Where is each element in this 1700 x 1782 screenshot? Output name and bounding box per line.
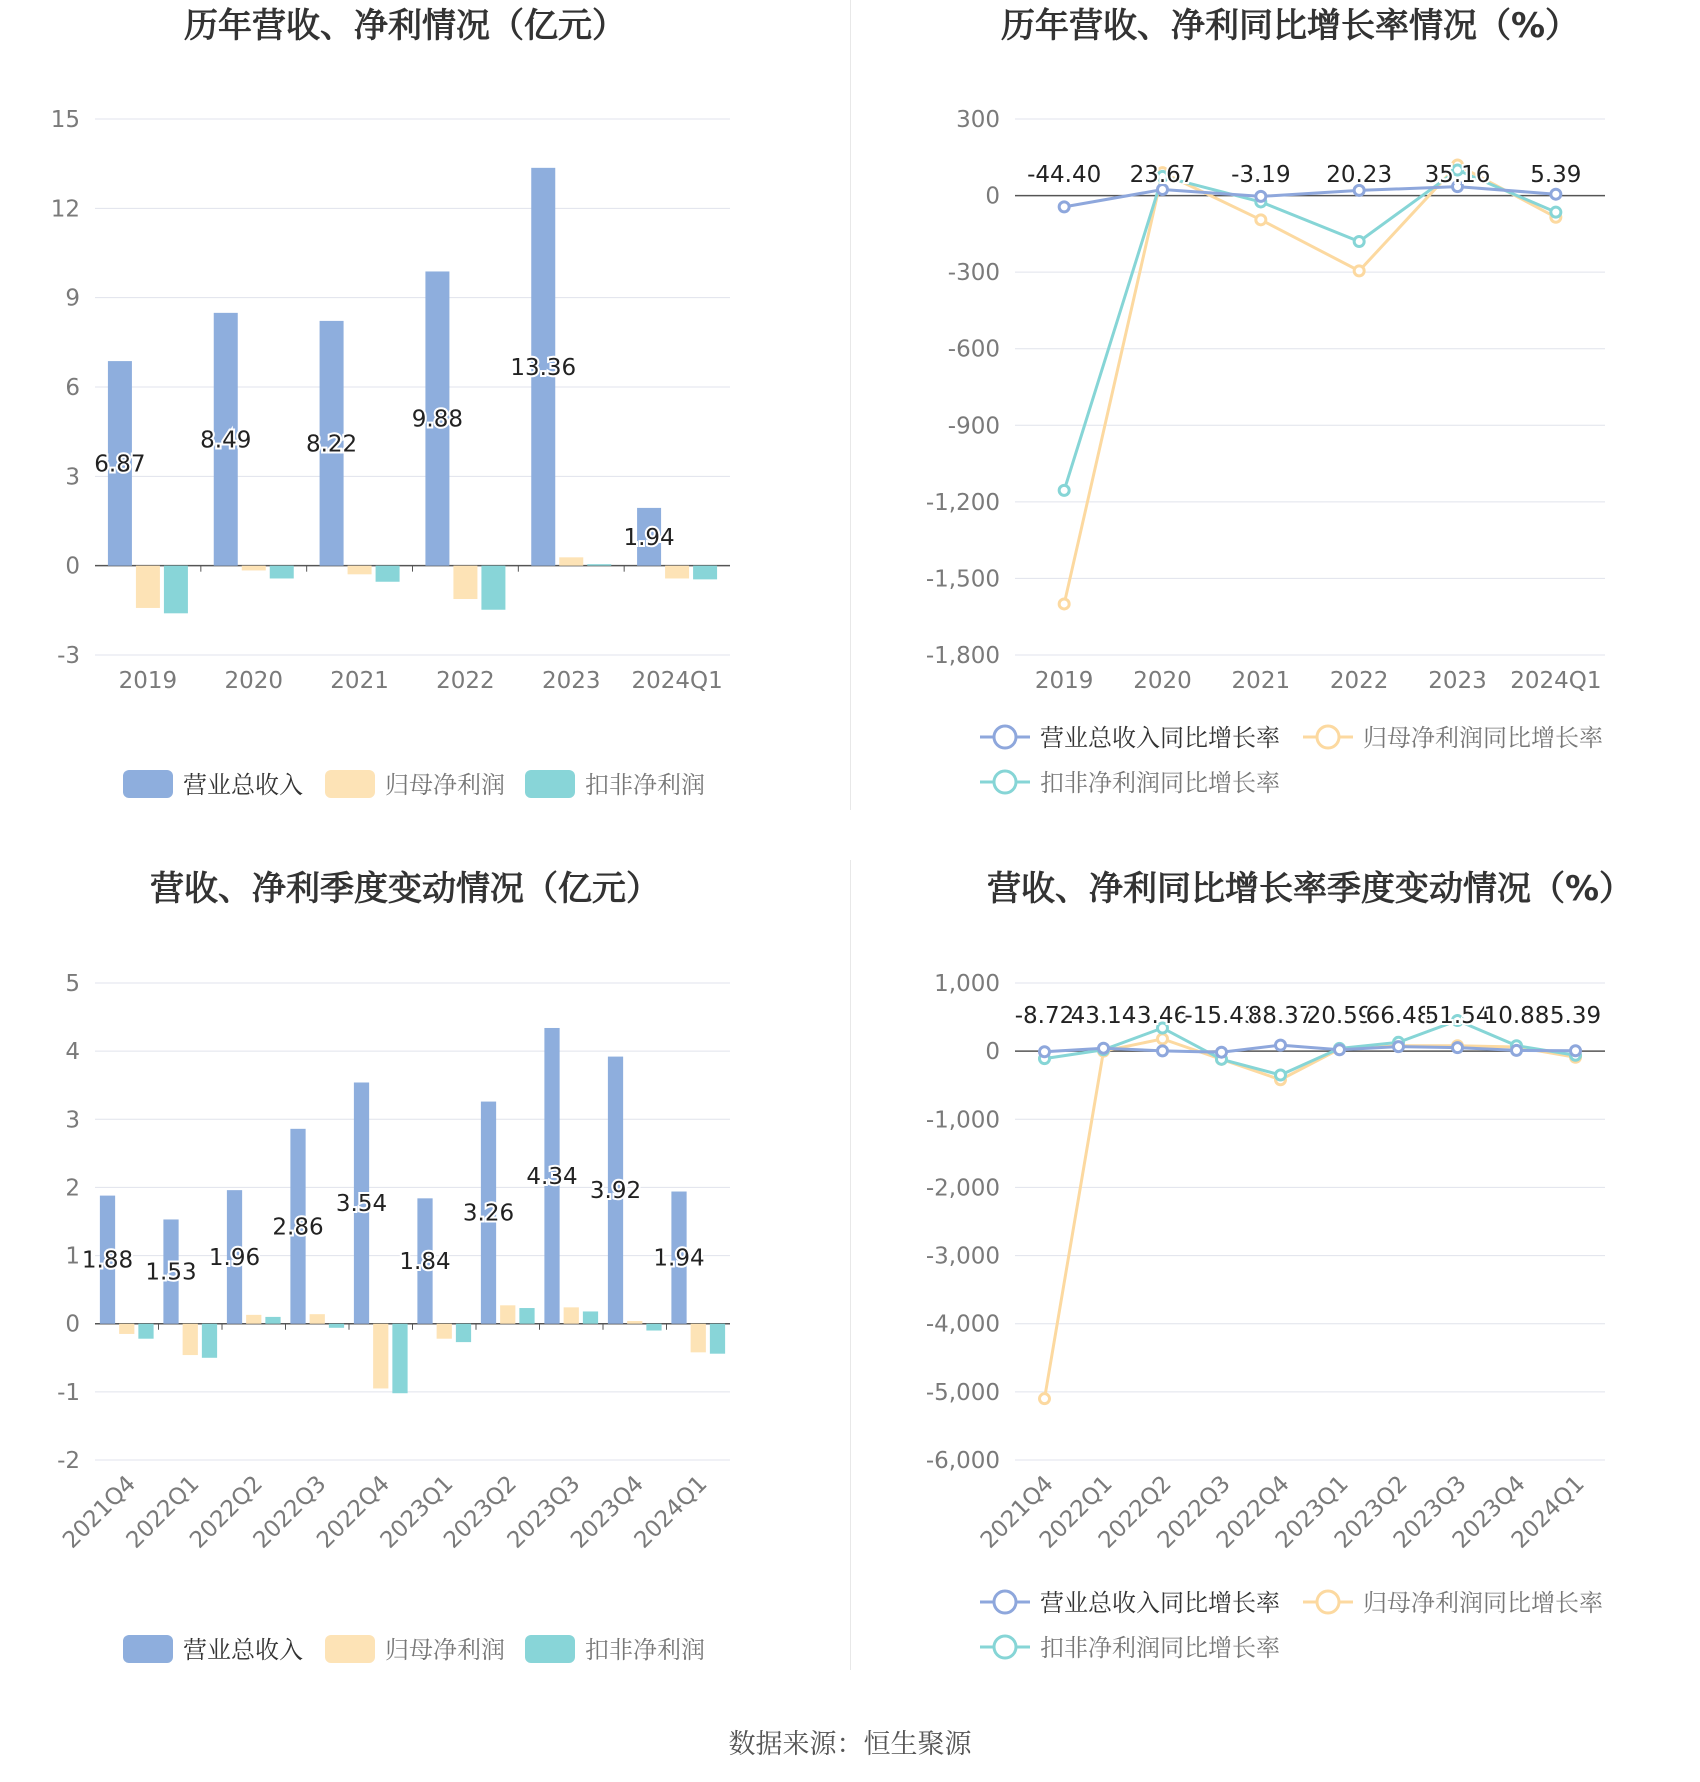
x-tick-label: 2022Q2 bbox=[1093, 1470, 1177, 1554]
x-tick-label: 2024Q1 bbox=[629, 1470, 713, 1554]
data-label: 5.39 bbox=[1530, 162, 1582, 188]
series-point-revenue bbox=[1551, 189, 1561, 199]
series-point-net-profit bbox=[1354, 266, 1364, 276]
legend-label: 营业总收入同比增长率 bbox=[1040, 724, 1280, 752]
legend-item bbox=[525, 770, 705, 799]
legend-item bbox=[123, 770, 303, 799]
chart-title: 历年营收、净利同比增长率情况（%） bbox=[1000, 6, 1580, 46]
legend-swatch bbox=[525, 770, 575, 798]
data-label: 1.96 bbox=[208, 1244, 261, 1271]
legend-swatch bbox=[123, 770, 173, 798]
y-tick-label: -1 bbox=[57, 1379, 80, 1406]
x-tick-label: 2022Q4 bbox=[312, 1470, 395, 1554]
data-label: 1.53 bbox=[145, 1259, 197, 1286]
data-source-footer: 数据来源：恒生聚源 bbox=[728, 1729, 972, 1760]
y-tick-label: -2 bbox=[57, 1448, 80, 1474]
series-point-revenue bbox=[1453, 1043, 1463, 1053]
x-tick-label: 2022 bbox=[1329, 668, 1389, 694]
bar-deducted-profit bbox=[376, 566, 400, 582]
series-line-revenue bbox=[1064, 187, 1556, 207]
series-point-revenue bbox=[1394, 1042, 1404, 1052]
bar-net-profit bbox=[437, 1324, 452, 1339]
series-point-deducted-profit bbox=[1276, 1070, 1286, 1080]
legend-swatch bbox=[123, 1635, 173, 1663]
x-tick-label: 2023Q4 bbox=[1447, 1470, 1531, 1554]
y-tick-label: 0 bbox=[65, 553, 80, 580]
y-tick-label: 4 bbox=[65, 1039, 80, 1066]
bar-deducted-profit bbox=[329, 1324, 344, 1328]
bar-net-profit bbox=[559, 557, 583, 565]
y-tick-label: 1,000 bbox=[934, 971, 1000, 997]
y-tick-label: -1,000 bbox=[925, 1107, 1000, 1134]
data-label: 3.46 bbox=[1136, 1003, 1189, 1029]
chart-title: 营收、净利同比增长率季度变动情况（%） bbox=[986, 869, 1634, 909]
y-tick-label: 3 bbox=[65, 1107, 80, 1134]
data-label: 20.59 bbox=[1306, 1003, 1373, 1029]
data-label: 1.94 bbox=[653, 1245, 705, 1272]
bar-net-profit bbox=[119, 1324, 134, 1334]
bar-net-profit bbox=[691, 1324, 706, 1353]
data-label: 8.49 bbox=[200, 427, 252, 454]
y-tick-label: 300 bbox=[956, 107, 1000, 133]
bar-deducted-profit bbox=[587, 564, 611, 565]
legend-item bbox=[325, 1635, 505, 1664]
y-tick-label: 9 bbox=[65, 285, 80, 312]
y-tick-label: -900 bbox=[947, 413, 1000, 440]
x-tick-label: 2022Q1 bbox=[1034, 1470, 1118, 1554]
legend-marker bbox=[994, 771, 1016, 793]
y-tick-label: -1,800 bbox=[925, 643, 1000, 669]
legend-marker bbox=[1317, 726, 1339, 748]
series-point-revenue bbox=[1040, 1047, 1050, 1057]
legend-marker bbox=[1317, 1591, 1339, 1613]
legend-item bbox=[980, 769, 1280, 797]
data-label: 43.14 bbox=[1070, 1003, 1137, 1029]
legend-label: 扣非净利润 bbox=[585, 1636, 705, 1664]
bar-net-profit bbox=[373, 1324, 388, 1389]
bar-net-profit bbox=[453, 566, 477, 599]
bar-net-profit bbox=[136, 566, 160, 608]
data-label: 1.84 bbox=[399, 1249, 451, 1276]
data-label: 5.39 bbox=[1549, 1003, 1602, 1029]
y-tick-label: 2 bbox=[65, 1175, 80, 1202]
x-tick-label: 2022Q1 bbox=[121, 1470, 205, 1554]
legend-item bbox=[1303, 724, 1603, 752]
x-tick-label: 2023Q1 bbox=[375, 1470, 459, 1554]
series-point-revenue bbox=[1158, 1046, 1168, 1056]
legend-item bbox=[525, 1635, 705, 1664]
y-tick-label: -3,000 bbox=[925, 1243, 1000, 1270]
legend-label: 扣非净利润同比增长率 bbox=[1040, 1634, 1280, 1662]
legend-label: 扣非净利润 bbox=[585, 771, 705, 799]
data-label: 8.22 bbox=[305, 431, 358, 458]
bar-deducted-profit bbox=[481, 566, 505, 610]
y-tick-label: 0 bbox=[65, 1311, 80, 1338]
x-tick-label: 2022 bbox=[436, 668, 495, 694]
chart-quarterly-growth bbox=[926, 869, 1633, 1662]
y-tick-label: 3 bbox=[65, 464, 80, 491]
series-line-deducted-profit bbox=[1064, 170, 1556, 490]
series-line-net-profit bbox=[1064, 165, 1556, 604]
bar-deducted-profit bbox=[392, 1324, 407, 1394]
series-point-revenue bbox=[1276, 1040, 1286, 1050]
data-label: 3.92 bbox=[589, 1178, 642, 1205]
x-tick-label: 2020 bbox=[1133, 668, 1192, 694]
x-tick-label: 2021Q4 bbox=[975, 1470, 1059, 1554]
data-label: 3.54 bbox=[335, 1191, 388, 1218]
x-tick-label: 2023 bbox=[541, 668, 601, 694]
series-point-revenue bbox=[1217, 1047, 1227, 1057]
data-label: 35.16 bbox=[1424, 162, 1491, 188]
x-tick-label: 2019 bbox=[1034, 668, 1094, 694]
series-point-net-profit bbox=[1059, 599, 1069, 609]
y-tick-label: -300 bbox=[947, 260, 1000, 287]
data-label: 51.54 bbox=[1424, 1003, 1491, 1029]
x-tick-label: 2021 bbox=[1231, 668, 1291, 694]
y-tick-label: -5,000 bbox=[925, 1379, 1000, 1406]
y-tick-label: 15 bbox=[50, 107, 80, 133]
y-tick-label: 0 bbox=[985, 1039, 1000, 1066]
y-tick-label: -600 bbox=[947, 336, 1000, 363]
data-label: 6.87 bbox=[94, 451, 146, 478]
bar-deducted-profit bbox=[519, 1308, 534, 1324]
y-tick-label: 0 bbox=[985, 183, 1000, 210]
legend-label: 归母净利润 bbox=[385, 771, 505, 799]
legend-item bbox=[325, 770, 505, 799]
legend-swatch bbox=[525, 1635, 575, 1663]
x-tick-label: 2023Q4 bbox=[566, 1470, 649, 1554]
series-line-net-profit bbox=[1045, 1039, 1576, 1399]
data-label: -15.43 bbox=[1184, 1003, 1259, 1029]
chart-title: 营收、净利季度变动情况（亿元） bbox=[150, 869, 660, 909]
vertical-divider-bottom bbox=[850, 860, 851, 1670]
series-point-net-profit bbox=[1256, 215, 1266, 225]
data-label: 66.48 bbox=[1365, 1003, 1432, 1029]
x-tick-label: 2023Q2 bbox=[439, 1470, 522, 1554]
legend-item bbox=[123, 1635, 303, 1664]
y-tick-label: 1 bbox=[65, 1243, 80, 1270]
bar-deducted-profit bbox=[646, 1324, 661, 1331]
legend-marker bbox=[994, 1591, 1016, 1613]
chart-quarterly-amounts bbox=[57, 869, 730, 1664]
data-label: -3.19 bbox=[1231, 162, 1291, 188]
legend-label: 营业总收入同比增长率 bbox=[1040, 1589, 1280, 1617]
series-point-deducted-profit bbox=[1354, 237, 1364, 247]
data-label: 9.88 bbox=[411, 406, 464, 433]
bar-deducted-profit bbox=[456, 1324, 471, 1342]
data-label: 88.37 bbox=[1247, 1003, 1314, 1029]
data-label: 20.23 bbox=[1326, 162, 1393, 188]
x-tick-label: 2019 bbox=[118, 668, 178, 694]
legend-marker bbox=[994, 1636, 1016, 1658]
x-tick-label: 2023Q3 bbox=[502, 1470, 586, 1554]
bar-net-profit bbox=[500, 1305, 515, 1323]
data-label: 4.34 bbox=[526, 1163, 578, 1190]
bar-net-profit bbox=[183, 1324, 198, 1355]
x-tick-label: 2022Q3 bbox=[248, 1470, 332, 1554]
legend-swatch bbox=[325, 770, 375, 798]
series-point-net-profit bbox=[1040, 1394, 1050, 1404]
x-tick-label: 2021Q4 bbox=[58, 1470, 141, 1554]
bar-deducted-profit bbox=[138, 1324, 153, 1339]
bar-net-profit bbox=[665, 566, 689, 579]
x-tick-label: 2022Q4 bbox=[1211, 1470, 1295, 1554]
x-tick-label: 2023 bbox=[1428, 668, 1487, 694]
legend-label: 营业总收入 bbox=[183, 771, 303, 799]
bar-net-profit bbox=[627, 1321, 642, 1324]
data-label: -44.40 bbox=[1027, 162, 1102, 188]
legend-marker bbox=[994, 726, 1016, 748]
x-tick-label: 2022Q3 bbox=[1152, 1470, 1236, 1554]
y-tick-label: 5 bbox=[65, 971, 80, 997]
y-tick-label: -1,500 bbox=[925, 566, 1000, 593]
data-label: 10.88 bbox=[1483, 1003, 1550, 1029]
bar-net-profit bbox=[246, 1315, 261, 1324]
y-tick-label: 12 bbox=[50, 196, 80, 223]
data-label: 2.86 bbox=[272, 1214, 324, 1241]
legend-item bbox=[1303, 1589, 1603, 1617]
legend-label: 营业总收入 bbox=[183, 1636, 303, 1664]
x-tick-label: 2024Q1 bbox=[1510, 668, 1602, 694]
bar-deducted-profit bbox=[710, 1324, 725, 1354]
data-label: 3.26 bbox=[462, 1200, 515, 1227]
y-tick-label: -1,200 bbox=[925, 489, 1000, 516]
y-tick-label: -3 bbox=[57, 643, 80, 669]
series-point-revenue bbox=[1512, 1045, 1522, 1055]
bar-deducted-profit bbox=[164, 566, 188, 614]
series-point-revenue bbox=[1571, 1046, 1581, 1056]
y-tick-label: -2,000 bbox=[925, 1175, 1000, 1202]
legend-item bbox=[980, 724, 1280, 752]
y-tick-label: -4,000 bbox=[925, 1311, 1000, 1338]
bar-deducted-profit bbox=[202, 1324, 217, 1358]
legend-label: 归母净利润同比增长率 bbox=[1363, 1589, 1603, 1617]
series-point-revenue bbox=[1256, 191, 1266, 201]
legend-label: 归母净利润 bbox=[385, 1636, 505, 1664]
series-point-deducted-profit bbox=[1551, 207, 1561, 217]
bar-net-profit bbox=[348, 566, 372, 575]
x-tick-label: 2023Q1 bbox=[1270, 1470, 1354, 1554]
y-tick-label: 6 bbox=[65, 375, 80, 401]
data-label: -8.72 bbox=[1014, 1003, 1075, 1029]
x-tick-label: 2021 bbox=[330, 668, 389, 694]
x-tick-label: 2024Q1 bbox=[631, 668, 723, 694]
x-tick-label: 2023Q2 bbox=[1329, 1470, 1413, 1554]
legend-label: 扣非净利润同比增长率 bbox=[1040, 769, 1280, 797]
bar-deducted-profit bbox=[693, 566, 717, 580]
x-tick-label: 2020 bbox=[224, 668, 284, 694]
bar-deducted-profit bbox=[270, 566, 294, 579]
data-label: 13.36 bbox=[510, 354, 577, 381]
series-point-revenue bbox=[1059, 202, 1069, 212]
vertical-divider-top bbox=[850, 0, 851, 810]
series-point-revenue bbox=[1099, 1043, 1109, 1053]
chart-title: 历年营收、净利情况（亿元） bbox=[184, 6, 626, 46]
bar-net-profit bbox=[310, 1314, 325, 1324]
data-label: 23.67 bbox=[1129, 162, 1196, 188]
data-label: 1.88 bbox=[81, 1247, 134, 1274]
x-tick-label: 2024Q1 bbox=[1506, 1470, 1590, 1554]
bar-deducted-profit bbox=[583, 1311, 598, 1323]
bar-net-profit bbox=[564, 1307, 579, 1323]
y-tick-label: -6,000 bbox=[925, 1448, 1000, 1474]
bar-net-profit bbox=[242, 566, 266, 571]
series-point-deducted-profit bbox=[1059, 485, 1069, 495]
series-point-revenue bbox=[1335, 1045, 1345, 1055]
legend-item bbox=[980, 1589, 1280, 1617]
data-label: 1.94 bbox=[623, 524, 675, 551]
chart-annual-growth bbox=[926, 6, 1605, 797]
x-tick-label: 2022Q2 bbox=[185, 1470, 268, 1554]
series-point-net-profit bbox=[1158, 1034, 1168, 1044]
legend-swatch bbox=[325, 1635, 375, 1663]
legend-item bbox=[980, 1634, 1280, 1662]
legend-label: 归母净利润同比增长率 bbox=[1363, 724, 1603, 752]
bar-deducted-profit bbox=[265, 1317, 280, 1324]
chart-annual-amounts bbox=[51, 6, 730, 799]
x-tick-label: 2023Q3 bbox=[1388, 1470, 1472, 1554]
